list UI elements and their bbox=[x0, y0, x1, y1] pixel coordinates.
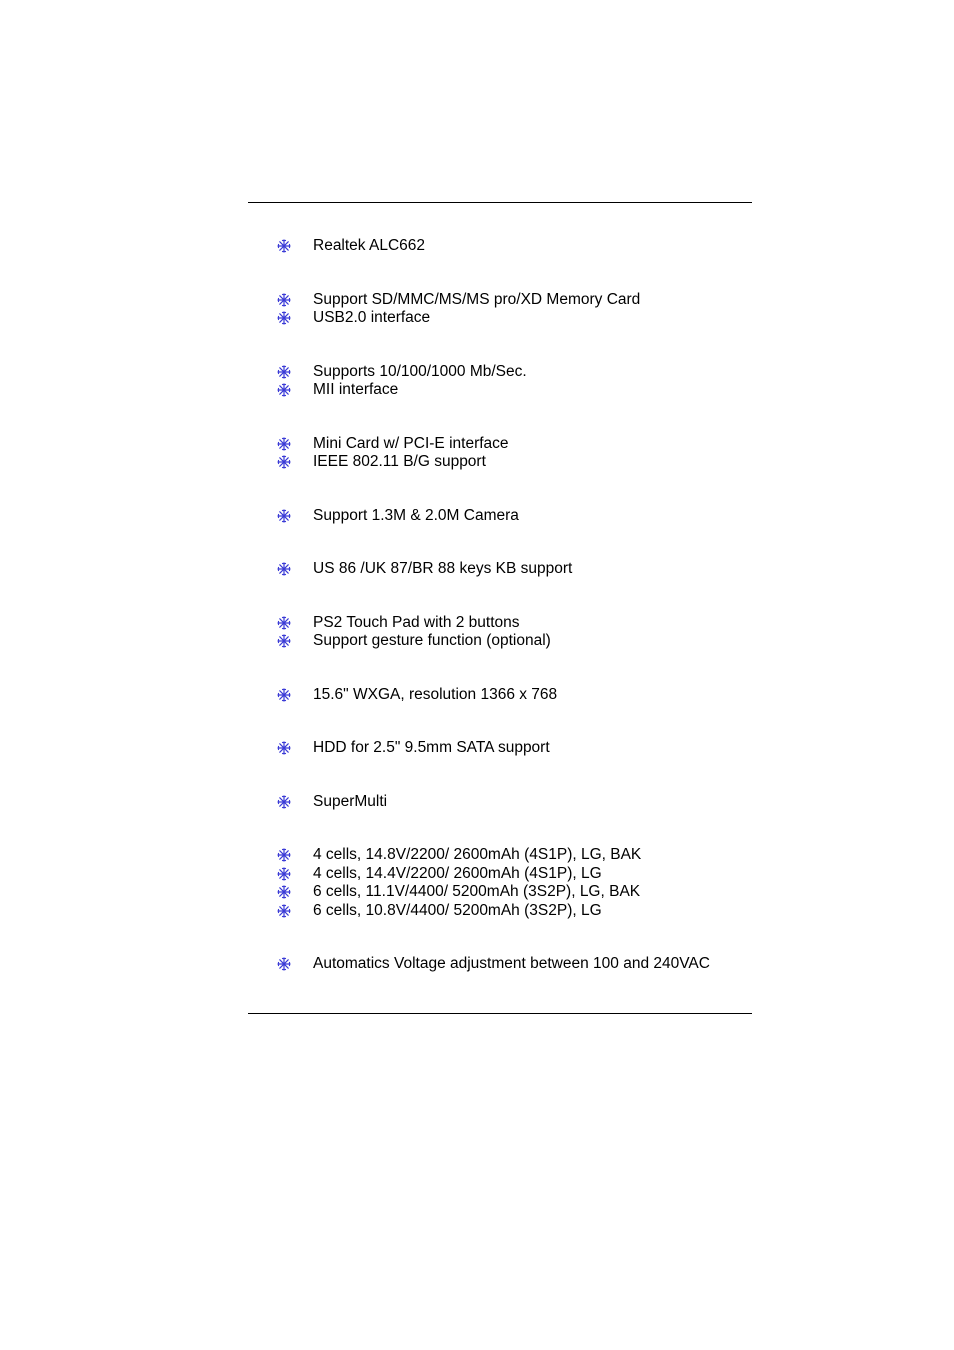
asterisk-bullet-icon bbox=[276, 847, 292, 863]
list-item-text: 6 cells, 10.8V/4400/ 5200mAh (3S2P), LG bbox=[313, 902, 602, 919]
list-item bbox=[276, 290, 640, 309]
asterisk-bullet-icon bbox=[276, 292, 292, 308]
asterisk-bullet-icon bbox=[276, 884, 292, 900]
list-item-text: 4 cells, 14.4V/2200/ 2600mAh (4S1P), LG bbox=[313, 865, 602, 882]
asterisk-bullet-icon bbox=[276, 740, 292, 756]
asterisk-bullet-icon bbox=[276, 364, 292, 380]
asterisk-bullet-icon bbox=[276, 615, 292, 631]
asterisk-bullet-icon bbox=[276, 956, 292, 972]
list-item-text: Automatics Voltage adjustment between 100 and 240VAC bbox=[313, 955, 710, 972]
list-item-text: Support SD/MMC/MS/MS pro/XD Memory Card bbox=[313, 291, 641, 308]
list-item bbox=[276, 362, 527, 381]
list-item bbox=[276, 434, 509, 453]
list-item bbox=[276, 864, 602, 883]
list-item bbox=[276, 792, 387, 811]
asterisk-bullet-icon bbox=[276, 903, 292, 919]
asterisk-bullet-icon bbox=[276, 866, 292, 882]
list-item bbox=[276, 236, 425, 255]
list-item bbox=[276, 380, 398, 399]
asterisk-bullet-icon bbox=[276, 454, 292, 470]
list-item-text: 15.6" WXGA, resolution 1366 x 768 bbox=[313, 686, 558, 703]
list-item bbox=[276, 613, 520, 632]
list-item-text: IEEE 802.11 B/G support bbox=[313, 453, 486, 470]
list-item-text: Support gesture function (optional) bbox=[313, 632, 551, 649]
list-item-text: 6 cells, 11.1V/4400/ 5200mAh (3S2P), LG, BAK bbox=[313, 883, 641, 900]
bottom-divider bbox=[248, 1013, 752, 1014]
list-item bbox=[276, 506, 519, 525]
list-item bbox=[276, 738, 550, 757]
list-item-text: Mini Card w/ PCI-E interface bbox=[313, 435, 509, 452]
asterisk-bullet-icon bbox=[276, 633, 292, 649]
list-item bbox=[276, 308, 430, 327]
list-item-text: SuperMulti bbox=[313, 793, 388, 810]
asterisk-bullet-icon bbox=[276, 238, 292, 254]
list-item-text: HDD for 2.5" 9.5mm SATA support bbox=[313, 739, 550, 756]
asterisk-bullet-icon bbox=[276, 794, 292, 810]
asterisk-bullet-icon bbox=[276, 310, 292, 326]
list-item bbox=[276, 882, 640, 901]
list-item-text: Realtek ALC662 bbox=[313, 237, 426, 254]
asterisk-bullet-icon bbox=[276, 561, 292, 577]
list-item-text: Supports 10/100/1000 Mb/Sec. bbox=[313, 363, 527, 380]
list-item bbox=[276, 685, 557, 704]
list-item-text: PS2 Touch Pad with 2 buttons bbox=[313, 614, 520, 631]
list-item-text: USB2.0 interface bbox=[313, 309, 431, 326]
list-item bbox=[276, 954, 710, 973]
asterisk-bullet-icon bbox=[276, 436, 292, 452]
asterisk-bullet-icon bbox=[276, 687, 292, 703]
list-item bbox=[276, 559, 572, 578]
asterisk-bullet-icon bbox=[276, 382, 292, 398]
list-item-text: Support 1.3M & 2.0M Camera bbox=[313, 507, 519, 524]
list-item-text: 4 cells, 14.8V/2200/ 2600mAh (4S1P), LG, BAK bbox=[313, 846, 642, 863]
asterisk-bullet-icon bbox=[276, 508, 292, 524]
list-item bbox=[276, 452, 486, 471]
list-item-text: MII interface bbox=[313, 381, 399, 398]
list-item bbox=[276, 631, 551, 650]
list-item-text: US 86 /UK 87/BR 88 keys KB support bbox=[313, 560, 573, 577]
list-item bbox=[276, 845, 641, 864]
list-item bbox=[276, 901, 602, 920]
